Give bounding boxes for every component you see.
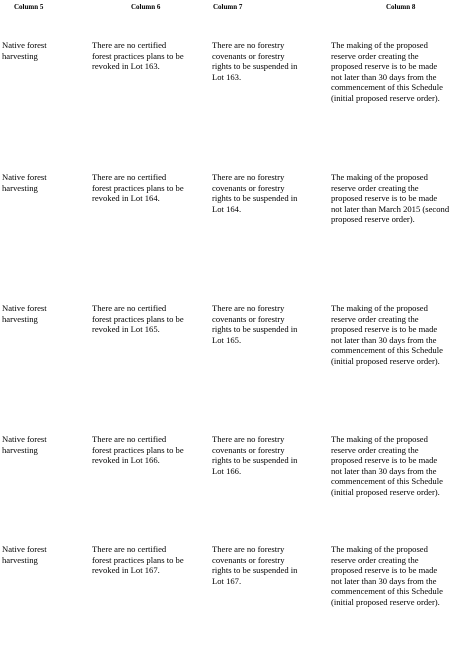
activity-cell: Native forest harvesting — [2, 40, 47, 61]
activity-cell: Native forest harvesting — [2, 544, 47, 565]
forest-practices-plans-cell: There are no certified forest practices plans to be revoked in Lot 164. — [92, 172, 184, 204]
forest-practices-plans-cell: There are no certified forest practices plans to be revoked in Lot 166. — [92, 434, 184, 466]
table-row — [0, 544, 470, 654]
forest-practices-plans-cell: There are no certified forest practices plans to be revoked in Lot 167. — [92, 544, 184, 576]
table-header-row — [0, 0, 470, 14]
reserve-order-timing-cell: The making of the proposed reserve order creating the proposed reserve is to be made not later than 30 days from the commencement of this Schedule (initial proposed reserve order). — [331, 434, 443, 497]
column-5-header: Column 5 — [14, 3, 44, 11]
table-row — [0, 172, 470, 282]
forestry-covenants-cell: There are no forestry covenants or forestry rights to be suspended in Lot 165. — [212, 303, 298, 345]
table-row — [0, 434, 470, 544]
table-row — [0, 40, 470, 150]
forest-practices-plans-cell: There are no certified forest practices plans to be revoked in Lot 165. — [92, 303, 184, 335]
forestry-covenants-cell: There are no forestry covenants or forestry rights to be suspended in Lot 163. — [212, 40, 298, 82]
forestry-covenants-cell: There are no forestry covenants or forestry rights to be suspended in Lot 167. — [212, 544, 298, 586]
reserve-order-timing-cell: The making of the proposed reserve order creating the proposed reserve is to be made not later than 30 days from the commencement of this Schedule (initial proposed reserve order). — [331, 303, 443, 366]
forestry-covenants-cell: There are no forestry covenants or forestry rights to be suspended in Lot 166. — [212, 434, 298, 476]
activity-cell: Native forest harvesting — [2, 172, 47, 193]
column-7-header: Column 7 — [213, 3, 243, 11]
column-6-header: Column 6 — [131, 3, 161, 11]
activity-cell: Native forest harvesting — [2, 303, 47, 324]
table-row — [0, 303, 470, 413]
reserve-order-timing-cell: The making of the proposed reserve order creating the proposed reserve is to be made not later than 30 days from the commencement of this Schedule (initial proposed reserve order). — [331, 544, 443, 607]
forest-practices-plans-cell: There are no certified forest practices plans to be revoked in Lot 163. — [92, 40, 184, 72]
reserve-order-timing-cell: The making of the proposed reserve order creating the proposed reserve is to be made not later than March 2015 (second proposed reserve order). — [331, 172, 450, 225]
column-8-header: Column 8 — [386, 3, 416, 11]
reserve-order-timing-cell: The making of the proposed reserve order creating the proposed reserve is to be made not later than 30 days from the commencement of this Schedule (initial proposed reserve order). — [331, 40, 443, 103]
forestry-covenants-cell: There are no forestry covenants or forestry rights to be suspended in Lot 164. — [212, 172, 298, 214]
activity-cell: Native forest harvesting — [2, 434, 47, 455]
